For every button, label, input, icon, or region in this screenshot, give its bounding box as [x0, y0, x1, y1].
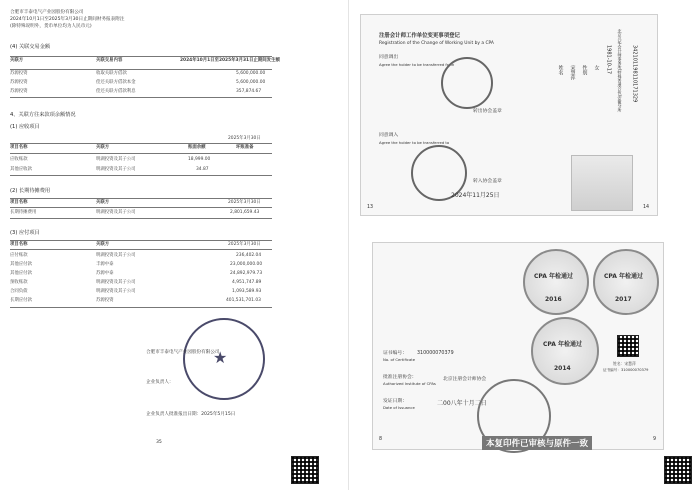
rule: [10, 307, 272, 308]
sub1-date: 2025年3月30日: [228, 136, 261, 141]
qr-caption: 姓名：宋慧萍: [613, 361, 636, 366]
sub2-date: 2025年3月30日: [228, 200, 261, 205]
seal-year: 2016: [545, 296, 562, 303]
vertical-label: 性别: [581, 65, 588, 75]
sub3-title: (3) 应付项目: [10, 230, 40, 236]
vertical-value: 北京兴华会计师事务所(特殊普通合伙)安徽分所: [617, 29, 623, 113]
rule: [10, 249, 272, 250]
table-cell: 其他应付款: [10, 262, 32, 267]
page-num-left: 8: [379, 437, 383, 442]
issue-date: 二00八年十月二日: [437, 400, 487, 407]
table-cell: 明湖投资及其子公司: [96, 210, 136, 215]
table-cell: 5,600,000.00: [236, 71, 266, 76]
transfer-out-stamp: [441, 57, 493, 109]
table-cell: 401,531,701.03: [226, 298, 261, 303]
col-header: 项目名称: [10, 200, 28, 205]
rule: [10, 69, 272, 70]
page-num-right: 14: [643, 205, 650, 210]
rule: [10, 240, 272, 241]
assoc-name: 北京注册会计师协会: [443, 377, 487, 382]
page-num-right: 9: [653, 437, 657, 442]
qr-caption-2: 证书编号：310000070379: [603, 368, 649, 372]
table-cell: 偿还关联方借款本金: [96, 80, 136, 85]
vertical-label: 姓名: [557, 65, 564, 75]
cert-no-label: 证书编号：: [383, 351, 407, 356]
cert-title-cn: 注册会计师工作单位变更事项登记: [379, 33, 460, 39]
assoc-label-en: Authorized Institute of CPAs: [383, 381, 436, 386]
cert-spread-bottom: [372, 242, 664, 450]
table-cell: 其他应付款: [10, 271, 32, 276]
table-cell: 苏源投资: [10, 71, 28, 76]
rule: [10, 153, 272, 154]
col-header: 账面余额: [188, 145, 206, 150]
seal-label: CPA 年检通过: [534, 273, 573, 280]
header-line3: (除特殊说明外，货币单位均为人民币元): [10, 24, 92, 29]
table-cell: 合同负债: [10, 289, 28, 294]
annual-check-seal: [523, 249, 589, 315]
handwritten-date: 2024年11月25日: [451, 192, 500, 199]
table-cell: 收取关联方借款: [96, 71, 127, 76]
transfer-in-label-en: Agree the holder to be transferred to: [379, 140, 450, 145]
rule: [10, 207, 272, 208]
table-cell: 应付账款: [10, 253, 28, 258]
verification-banner: 本复印件已审核与原件一致: [482, 436, 592, 450]
col-header: 关联方: [10, 58, 24, 63]
footer-company: 合肥市丰泰电气产业园股份有限公司: [146, 350, 220, 355]
annual-check-seal: [593, 249, 659, 315]
id-photo: [571, 155, 633, 211]
col-header: 关联方: [96, 242, 110, 247]
col-header: 2024年10月1日至2025年3月31日止期间发生额: [180, 58, 280, 63]
section4-title: (4) 关联交易金额: [10, 44, 51, 50]
footer-date: 企业负责人批准报出日期：2025年5月15日: [146, 412, 236, 417]
table-cell: 明湖投资及其子公司: [96, 289, 136, 294]
table-cell: 357,874.67: [236, 89, 262, 94]
table-cell: 236,402.04: [236, 253, 262, 258]
table-cell: 偿还关联方借款利息: [96, 89, 136, 94]
table-cell: 2,801,659.43: [230, 210, 260, 215]
col-header: 项目名称: [10, 242, 28, 247]
cert-number: 310000070379: [417, 351, 454, 356]
qr-code-icon: [291, 456, 319, 484]
vertical-value: 宋慧萍: [569, 65, 576, 80]
cert-spread-top: [360, 14, 658, 216]
cert-title-en: Registration of the Change of Working Unit by a CPA: [379, 41, 494, 46]
vertical-value: 342101198110171329: [631, 45, 638, 103]
issue-label: 发证日期：: [383, 399, 407, 404]
table-cell: 苏源投资: [10, 80, 28, 85]
transfer-in-label: 同意调入: [379, 133, 399, 138]
table-cell: 明湖投资及其子公司: [96, 157, 136, 162]
financial-notes-page: [0, 0, 345, 490]
company-seal-stamp: [183, 318, 265, 400]
table-cell: 苏源中泰: [96, 271, 114, 276]
table-cell: 预收账款: [10, 280, 28, 285]
page-number: 35: [156, 440, 162, 445]
table-cell: 明湖投资及其子公司: [96, 253, 136, 258]
seal-label: CPA 年检通过: [543, 341, 582, 348]
table-cell: 长期待摊费用: [10, 210, 37, 215]
transfer-out-label: 同意调出: [379, 55, 399, 60]
rule: [10, 198, 272, 199]
col-header: 关联方: [96, 145, 110, 150]
seal-year: 2014: [554, 365, 571, 372]
transfer-out-label-en: Agree the holder to be transferred from: [379, 62, 455, 67]
table-cell: 明湖投资及其子公司: [96, 280, 136, 285]
vertical-value: 女: [593, 65, 600, 70]
vertical-value: 1981-10-17: [605, 45, 612, 75]
table-cell: 应收账款: [10, 157, 28, 162]
annual-check-seal: [531, 317, 599, 385]
qr-code-icon: [617, 335, 639, 357]
sub3-date: 2025年3月30日: [228, 242, 261, 247]
table-cell: 23,000,000.00: [230, 262, 263, 267]
table-cell: 34.87: [196, 167, 209, 172]
table-cell: 1,093,589.93: [232, 289, 262, 294]
table-cell: 4,951,747.89: [232, 280, 262, 285]
col-header: 关联方: [96, 200, 110, 205]
cpa-certificate-scan: [350, 0, 700, 490]
col-header: 关联交易内容: [96, 58, 123, 63]
footer-legal: 企业负责人：: [146, 380, 174, 385]
transfer-in-sign: 转入协会盖章: [473, 179, 502, 184]
col-header: 坏账准备: [236, 145, 254, 150]
table-cell: 苏源投资: [96, 298, 114, 303]
rule: [10, 143, 272, 144]
cert-no-label-en: No. of Certificate: [383, 357, 416, 362]
table-cell: 18,999.00: [188, 157, 211, 162]
star-icon: ★: [213, 348, 228, 367]
rule: [10, 218, 272, 219]
sub2-title: (2) 长期待摊费用: [10, 188, 51, 194]
page-divider: [348, 0, 349, 490]
table-cell: 其他应收款: [10, 167, 32, 172]
table-cell: 丰源中泰: [96, 262, 114, 267]
sub1-title: (1) 应收项目: [10, 124, 40, 130]
header-line2: 2024年10月1日至2025年3月30日止期间财务报表附注: [10, 17, 125, 22]
col-header: 项目名称: [10, 145, 28, 150]
table-cell: 5,600,000.00: [236, 80, 266, 85]
transfer-out-sign: 转出协会盖章: [473, 109, 502, 114]
table-cell: 明湖投资及其子公司: [96, 167, 136, 172]
qr-code-icon: [664, 456, 692, 484]
issue-label-en: Date of Issuance: [383, 405, 415, 410]
rule: [10, 175, 272, 176]
table-cell: 苏源投资: [10, 89, 28, 94]
table-cell: 长期应付款: [10, 298, 32, 303]
section5-title: 4、关联方往来款项余额情况: [10, 112, 76, 118]
page-num-left: 13: [367, 205, 374, 210]
table-cell: 24,892,979.73: [230, 271, 263, 276]
header-line1: 合肥市丰泰电气产业园股份有限公司: [10, 10, 84, 15]
rule: [10, 56, 272, 57]
assoc-label: 批准注册协会：: [383, 375, 417, 380]
seal-label: CPA 年检通过: [604, 273, 643, 280]
seal-year: 2017: [615, 296, 632, 303]
rule: [10, 97, 272, 98]
